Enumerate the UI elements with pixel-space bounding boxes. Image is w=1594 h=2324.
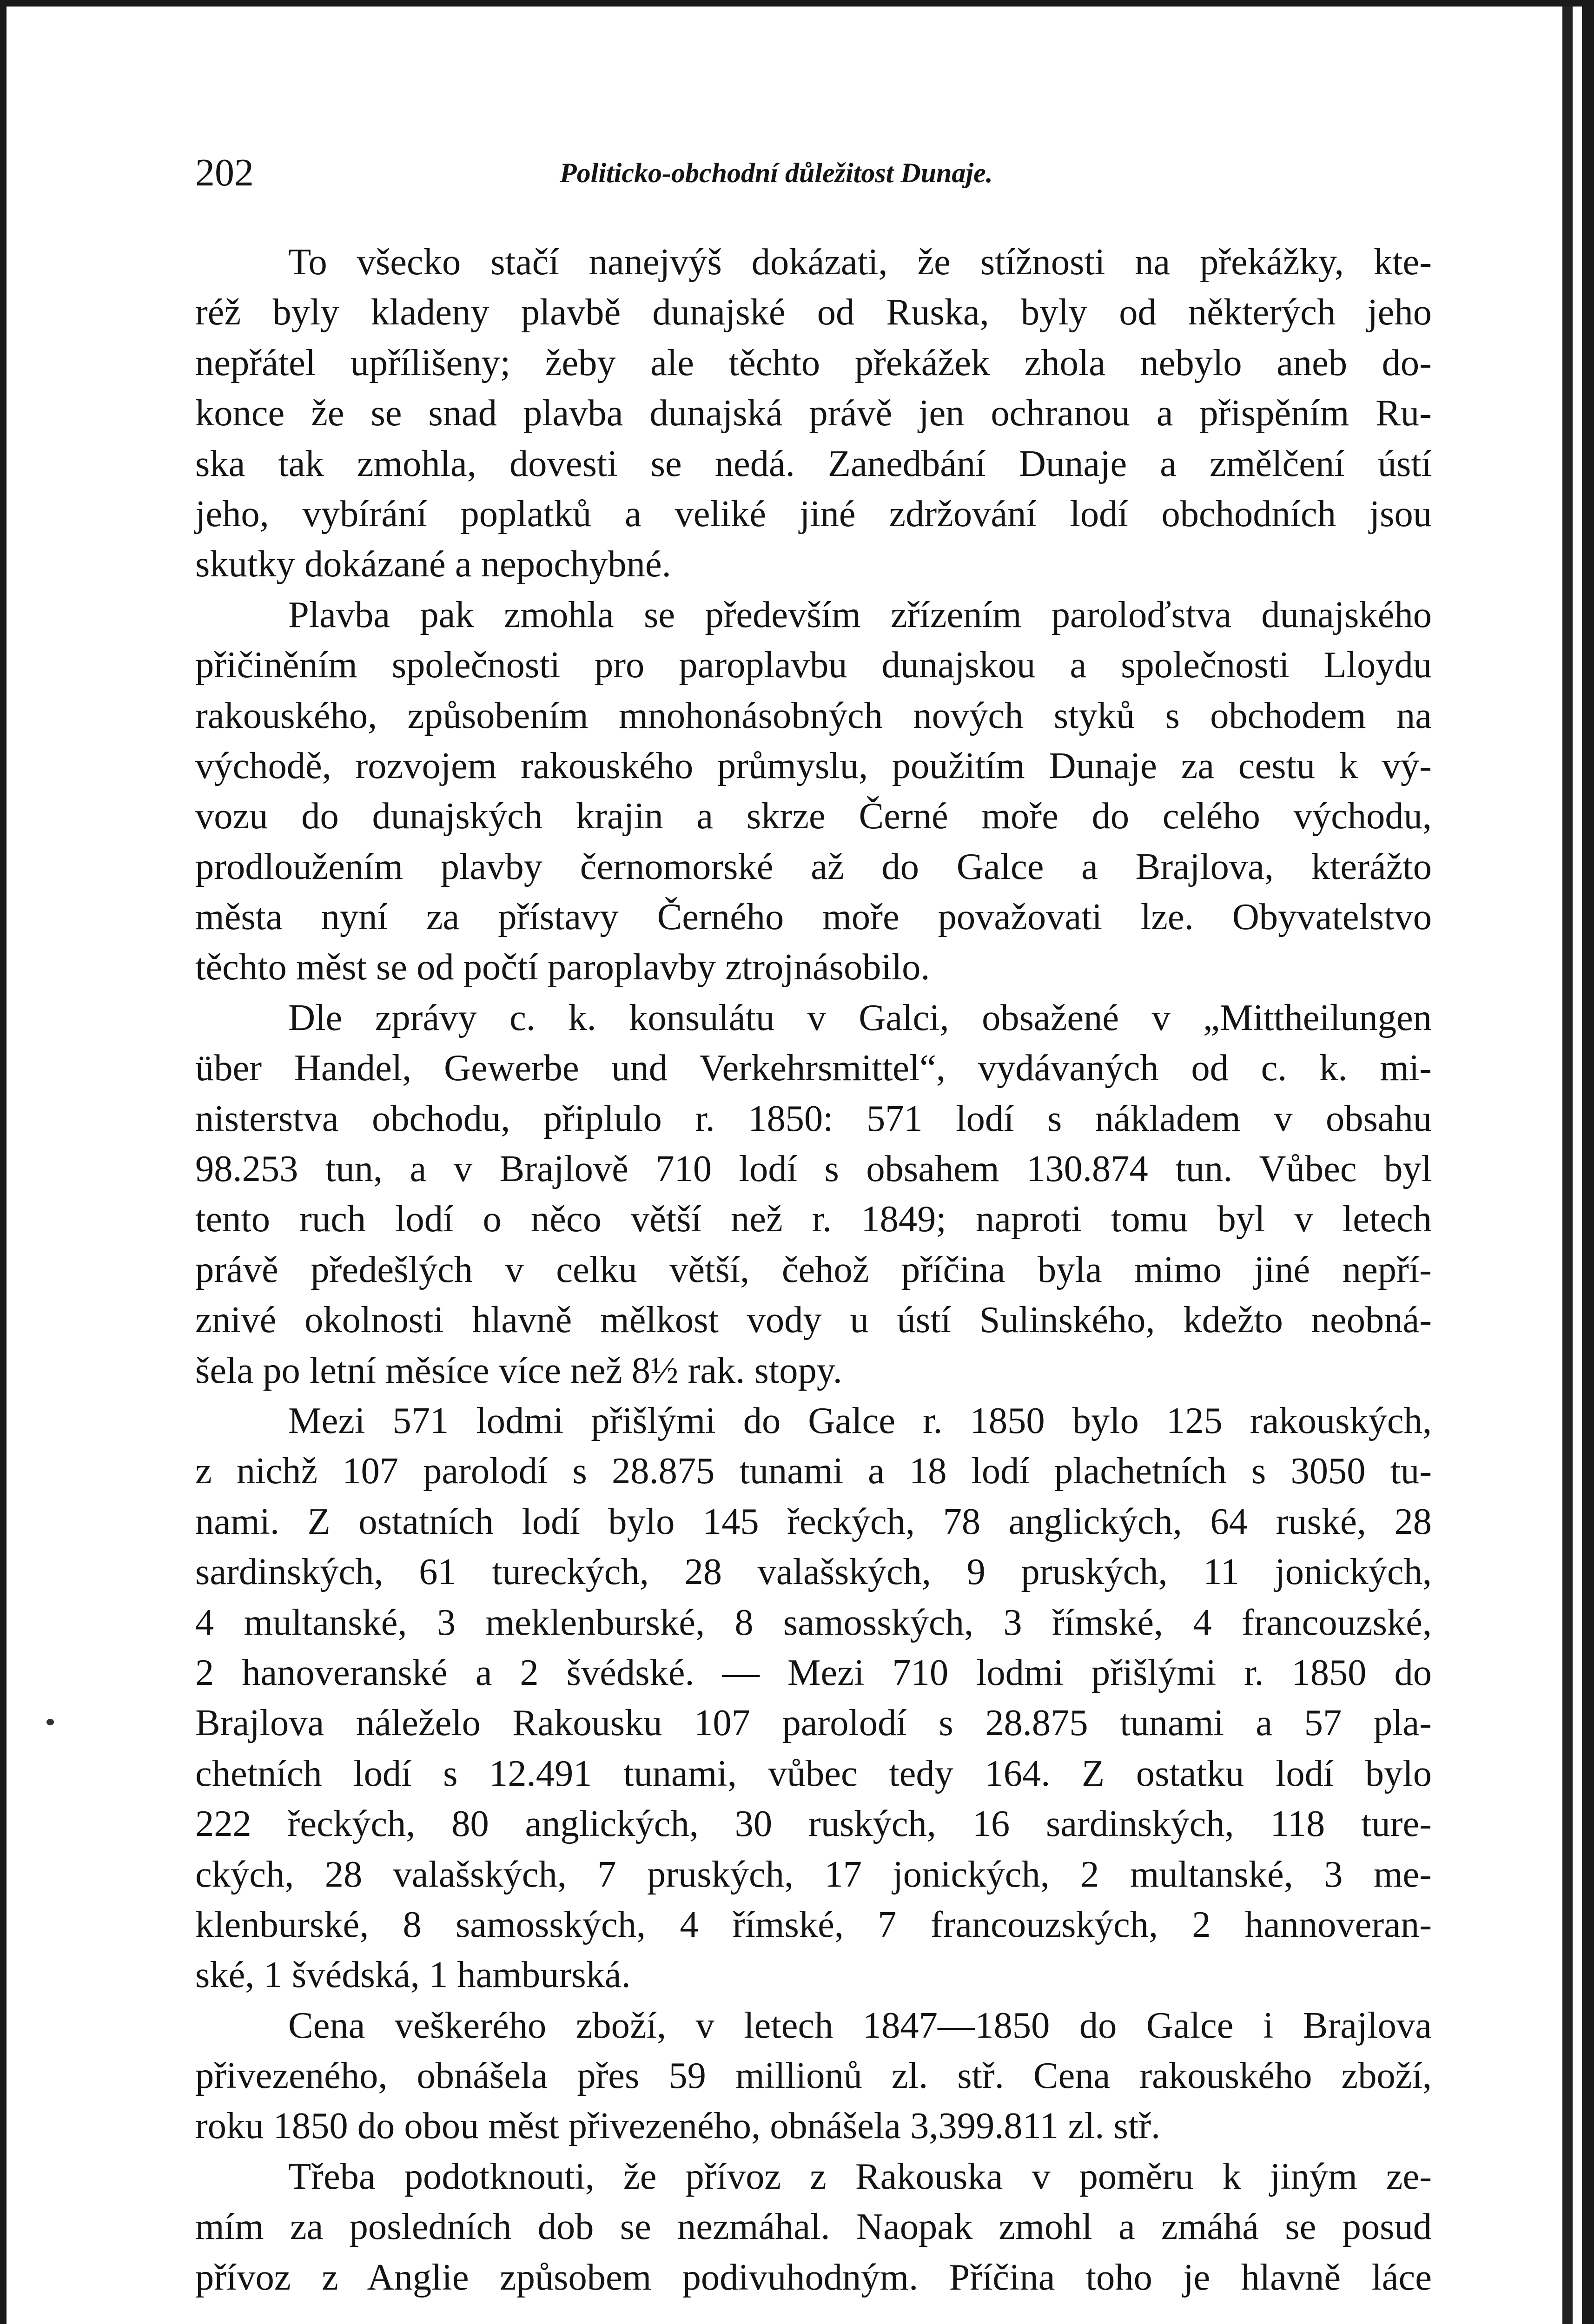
page-number: 202 (195, 151, 254, 194)
text-line: nepřátel upřílišeny; žeby ale těchto překážek zhola nebylo aneb do- (195, 342, 1432, 383)
text-line: mím za posledních dob se nezmáhal. Naopak zmohl a zmáhá se posud (195, 2206, 1432, 2248)
text-line: přívoz z Anglie způsobem podivuhodným. Příčina toho je hlavně láce (195, 2256, 1432, 2298)
paragraph-3 (195, 993, 1432, 1396)
text-line: tento ruch lodí o něco větší než r. 1849; naproti tomu byl v letech (195, 1198, 1432, 1240)
text-line: z nichž 107 parolodí s 28.875 tunami a 18 lodí plachetních s 3050 tu- (195, 1450, 1432, 1492)
text-line: réž byly kladeny plavbě dunajské od Ruska, byly od některých jeho (195, 291, 1432, 333)
page-header (195, 150, 1432, 196)
running-title: Politicko-obchodní důležitost Dunaje. (560, 158, 993, 188)
text-line: klenburské, 8 samosských, 4 římské, 7 francouzských, 2 hannoveran- (195, 1903, 1432, 1945)
text-line: východě, rozvojem rakouského průmyslu, použitím Dunaje za cestu k vý- (195, 745, 1432, 786)
text-line: konce že se snad plavba dunajská právě jen ochranou a přispěním Ru- (195, 392, 1432, 434)
text-line: skutky dokázané a nepochybné. (195, 543, 671, 585)
text-line: přivezeného, obnášela přes 59 millionů zl. stř. Cena rakouského zboží, (195, 2055, 1432, 2097)
text-line: Dle zprávy c. k. konsulátu v Galci, obsažené v „Mittheilungen (288, 997, 1432, 1038)
text-line: ckých, 28 valašských, 7 pruských, 17 jonických, 2 multanské, 3 me- (195, 1853, 1432, 1895)
text-line: 222 řeckých, 80 anglických, 30 ruských, 16 sardinských, 118 ture- (195, 1803, 1432, 1845)
text-line: těchto měst se od počtí paroplavby ztrojnásobilo. (195, 946, 930, 988)
text-line: roku 1850 do obou měst přivezeného, obnášela 3,399.811 zl. stř. (195, 2105, 1161, 2147)
text-line: 98.253 tun, a v Brajlově 710 lodí s obsahem 130.874 tun. Vůbec byl (195, 1148, 1432, 1190)
text-line: jeho, vybírání poplatků a veliké jiné zdržování lodí obchodních jsou (195, 493, 1432, 535)
scan-edge-strip (1562, 7, 1573, 2324)
text-line: přičiněním společnosti pro paroplavbu dunajskou a společnosti Lloydu (195, 644, 1432, 686)
text-line: 4 multanské, 3 meklenburské, 8 samosských, 3 římské, 4 francouzské, (195, 1601, 1432, 1643)
text-line: Třeba podotknouti, že přívoz z Rakouska v poměru k jiným ze- (288, 2155, 1432, 2197)
text-line: sardinských, 61 tureckých, 28 valašských, 9 pruských, 11 jonických, (195, 1551, 1432, 1593)
text-line: právě předešlých v celku větší, čehož příčina byla mimo jiné nepří- (195, 1248, 1432, 1290)
text-line: šela po letní měsíce více než 8½ rak. stopy. (195, 1349, 842, 1391)
text-line: Cena veškerého zboží, v letech 1847—1850 do Galce i Brajlova (288, 2004, 1432, 2046)
text-line: Brajlova náleželo Rakousku 107 parolodí s 28.875 tunami a 57 pla- (195, 1702, 1432, 1744)
paragraph-6 (195, 2152, 1432, 2303)
text-line: prodloužením plavby černomorské až do Galce a Brajlova, kterážto (195, 845, 1432, 887)
ink-speck (46, 1719, 54, 1725)
text-line: Mezi 571 lodmi přišlými do Galce r. 1850 bylo 125 rakouských, (288, 1400, 1432, 1441)
text-line: města nyní za přístavy Černého moře považovati lze. Obyvatelstvo (195, 896, 1432, 938)
body-text (195, 237, 1432, 2303)
text-line: ské, 1 švédská, 1 hamburská. (195, 1954, 631, 1996)
text-line: über Handel, Gewerbe und Verkehrsmittel“, vydávaných od c. k. mi- (195, 1047, 1432, 1089)
paragraph-5 (195, 2000, 1432, 2152)
text-line: nisterstva obchodu, připlulo r. 1850: 571 lodí s nákladem v obsahu (195, 1097, 1432, 1139)
text-line: Plavba pak zmohla se především zřízením paroloďstva dunajského (288, 594, 1432, 635)
paragraph-4 (195, 1396, 1432, 2000)
text-line: vozu do dunajských krajin a skrze Černé moře do celého východu, (195, 795, 1432, 837)
text-line: ska tak zmohla, dovesti se nedá. Zanedbání Dunaje a změlčení ústí (195, 442, 1432, 484)
paragraph-1 (195, 237, 1432, 590)
text-line: chetních lodí s 12.491 tunami, vůbec tedy 164. Z ostatku lodí bylo (195, 1752, 1432, 1794)
text-line: To všecko stačí nanejvýš dokázati, že stížnosti na překážky, kte- (288, 241, 1432, 283)
paragraph-2 (195, 590, 1432, 993)
text-line: znivé okolnosti hlavně mělkost vody u ústí Sulinského, kdežto neobná- (195, 1299, 1432, 1341)
text-line: 2 hanoveranské a 2 švédské. — Mezi 710 lodmi přišlými r. 1850 do (195, 1651, 1432, 1693)
text-line: nami. Z ostatních lodí bylo 145 řeckých, 78 anglických, 64 ruské, 28 (195, 1500, 1432, 1542)
text-line: rakouského, způsobením mnohonásobných nových styků s obchodem na (195, 694, 1432, 736)
